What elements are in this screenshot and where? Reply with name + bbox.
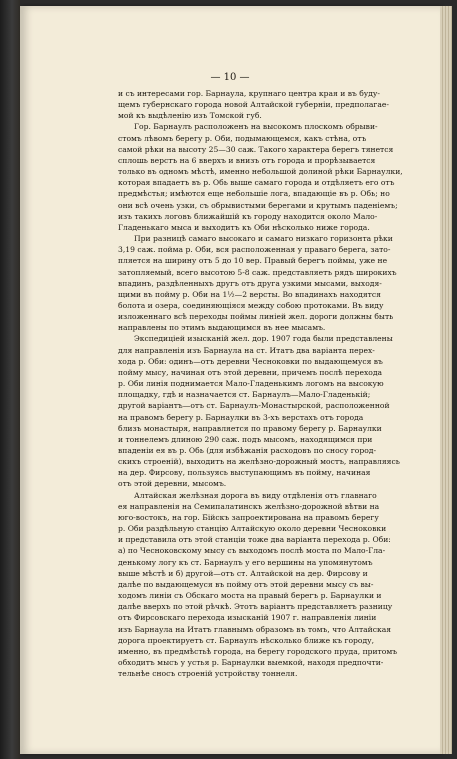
text-line: на дер. Фирсову, пользуясь выступающимъ въ пойму, начиная xyxy=(118,468,371,478)
text-line: изъ Барнаула на Итатъ главнымъ образомъ въ томъ, что Алтайская xyxy=(118,624,392,634)
text-line: и представила отъ этой станціи тоже два варіанта перехода р. Оби: xyxy=(118,535,391,545)
text-line: направлены по этимъ выдающимся въ нее мысамъ. xyxy=(118,323,326,333)
text-line: затопляемый, всего высотою 5-8 саж. представляетъ рядъ широкихъ xyxy=(118,267,397,277)
text-line: и тоннелемъ длиною 290 саж. подъ мысомъ, находящимся при xyxy=(118,434,373,444)
text-line: впадинъ, раздѣленныхъ другъ отъ друга узкими мысами, выходя- xyxy=(118,278,382,288)
text-line: ходомъ линіи съ Обскаго моста на правый берегъ р. Барнаулки и xyxy=(118,591,382,601)
text-line: далѣе по выдающемуся въ пойму отъ этой деревни мысу съ вы- xyxy=(118,579,374,589)
text-line: дорога проектируетъ ст. Барнаулъ нѣсколько ближе къ городу, xyxy=(118,635,375,645)
text-line: на правомъ берегу р. Барнаулки въ 3-хъ верстахъ отъ города xyxy=(118,412,364,422)
text-line: сплошь верстъ на 6 вверхъ и внизъ отъ города и прорѣзывается xyxy=(118,155,376,165)
text-line: другой варіантъ—отъ ст. Барнаулъ-Монастырской, расположенной xyxy=(118,401,390,411)
text-line: При разницѣ самаго высокаго и самаго низкаго горизонта рѣки xyxy=(134,234,393,244)
text-line: Алтайская желѣзная дорога въ виду отдѣленія отъ главнаго xyxy=(134,490,377,500)
text-line: Экспедиціей изысканій жел. дор. 1907 года были представлены xyxy=(134,334,393,344)
page-number: — 10 — xyxy=(210,72,250,83)
text-line: ея направленія на Семипалатинскъ желѣзно-дорожной вѣтви на xyxy=(118,501,380,511)
text-line: Гор. Барнаулъ расположенъ на высокомъ плоскомъ обрыви- xyxy=(134,122,378,132)
text-line: 3,19 саж. пойма р. Оби, вся расположенная у праваго берега, зато- xyxy=(118,245,391,255)
text-line: пляется на ширину отъ 5 до 10 вер. Правый берегъ поймы, уже не xyxy=(118,256,388,266)
text-line: хода р. Оби: одинъ—отъ деревни Чесноковки по выдающемуся въ xyxy=(118,356,383,366)
text-line: предмѣстья; имѣются еще небольшіе лога, впадающіе въ р. Обь; но xyxy=(118,189,390,199)
text-line: р. Оби линія поднимается Мало-Гладенькимъ логомъ на высокую xyxy=(118,379,384,389)
text-line: щемъ губернскаго города новой Алтайской губерніи, предполагае- xyxy=(118,100,389,110)
text-line: мой къ выдѣленію изъ Томской губ. xyxy=(118,111,262,121)
text-line: впаденіи ея въ р. Обь (для избѣжанія расходовъ по сносу город- xyxy=(118,446,377,455)
text-line: отъ Фирсовскаго перехода изысканій 1907 г. направленія линіи xyxy=(118,613,377,623)
text-line: отъ этой деревни, мысомъ. xyxy=(118,479,227,489)
text-line: болота и озера, соединяющіяся между собою протоками. Въ виду xyxy=(118,300,384,310)
text-line: близъ монастыря, направляется по правому берегу р. Барнаулки xyxy=(118,423,382,433)
text-line: скихъ строеній), выходитъ на желѣзно-дорожный мостъ, направляясь xyxy=(118,457,400,467)
text-line: обходитъ мысъ у устья р. Барнаулки выемкой, находя предпочти- xyxy=(118,657,384,667)
body-text xyxy=(118,88,438,679)
book-binding-shadow xyxy=(0,0,20,759)
text-line: тельнѣе сносъ строеній устройству тоннеля. xyxy=(118,669,298,679)
page-edge xyxy=(440,6,452,754)
text-line: юго-востокъ, на гор. Бійскъ запроектирована на правомъ берегу xyxy=(118,512,379,522)
text-line: выше мѣстѣ и б) другой—отъ ст. Алтайской на дер. Фирсову и xyxy=(118,568,368,578)
text-line: именно, въ предмѣстьѣ города, на берегу городского пруда, притомъ xyxy=(118,646,398,656)
text-line: изложеннаго всѣ переходы поймы линіей жел. дороги должны быть xyxy=(118,312,394,322)
book-page xyxy=(20,6,440,754)
text-line: а) по Чесноковскому мысу съ выходомъ послѣ моста по Мало-Гла- xyxy=(118,546,386,556)
text-line: которая впадаетъ въ р. Обь выше самаго города и отдѣляетъ его отъ xyxy=(118,178,395,188)
text-line: пойму мысу, начиная отъ этой деревни, причемъ послѣ перехода xyxy=(118,367,383,377)
text-line: только въ одномъ мѣстѣ, именно небольшой долиной рѣки Барнаулки, xyxy=(118,167,403,177)
text-line: изъ такихъ логовъ ближайшій къ городу находится около Мало- xyxy=(118,211,378,221)
text-line: они всѣ очень узки, съ обрывистыми берегами и крутымъ паденіемъ; xyxy=(118,200,398,210)
text-line: для направленія изъ Барнаула на ст. Итатъ два варіанта перех- xyxy=(118,345,375,355)
text-line: стомъ лѣвомъ берегу р. Оби, подымающемся, какъ стѣна, отъ xyxy=(118,133,367,143)
text-line: и съ интересами гор. Барнаула, крупнаго центра края и въ буду- xyxy=(118,89,380,98)
text-line: самой рѣки на высоту 25—30 саж. Такого характера берегъ тянется xyxy=(118,144,394,154)
text-line: далѣе вверхъ по этой рѣчкѣ. Этотъ варіантъ представляетъ разницу xyxy=(118,602,393,612)
text-line: площадку, гдѣ и назначается ст. Барнаулъ—Мало-Гладенькій; xyxy=(118,390,371,400)
text-line: Гладенькаго мыса и выходитъ къ Оби нѣсколько ниже города. xyxy=(118,222,370,232)
text-line: р. Оби раздѣльную станцію Алтайскую около деревни Чесноковки xyxy=(118,524,387,534)
text-line: щими въ пойму р. Оби на 1½—2 версты. Во впадинахъ находятся xyxy=(118,289,381,299)
text-line: денькому логу къ ст. Барнаулъ у его вершины на упомянутомъ xyxy=(118,557,373,567)
